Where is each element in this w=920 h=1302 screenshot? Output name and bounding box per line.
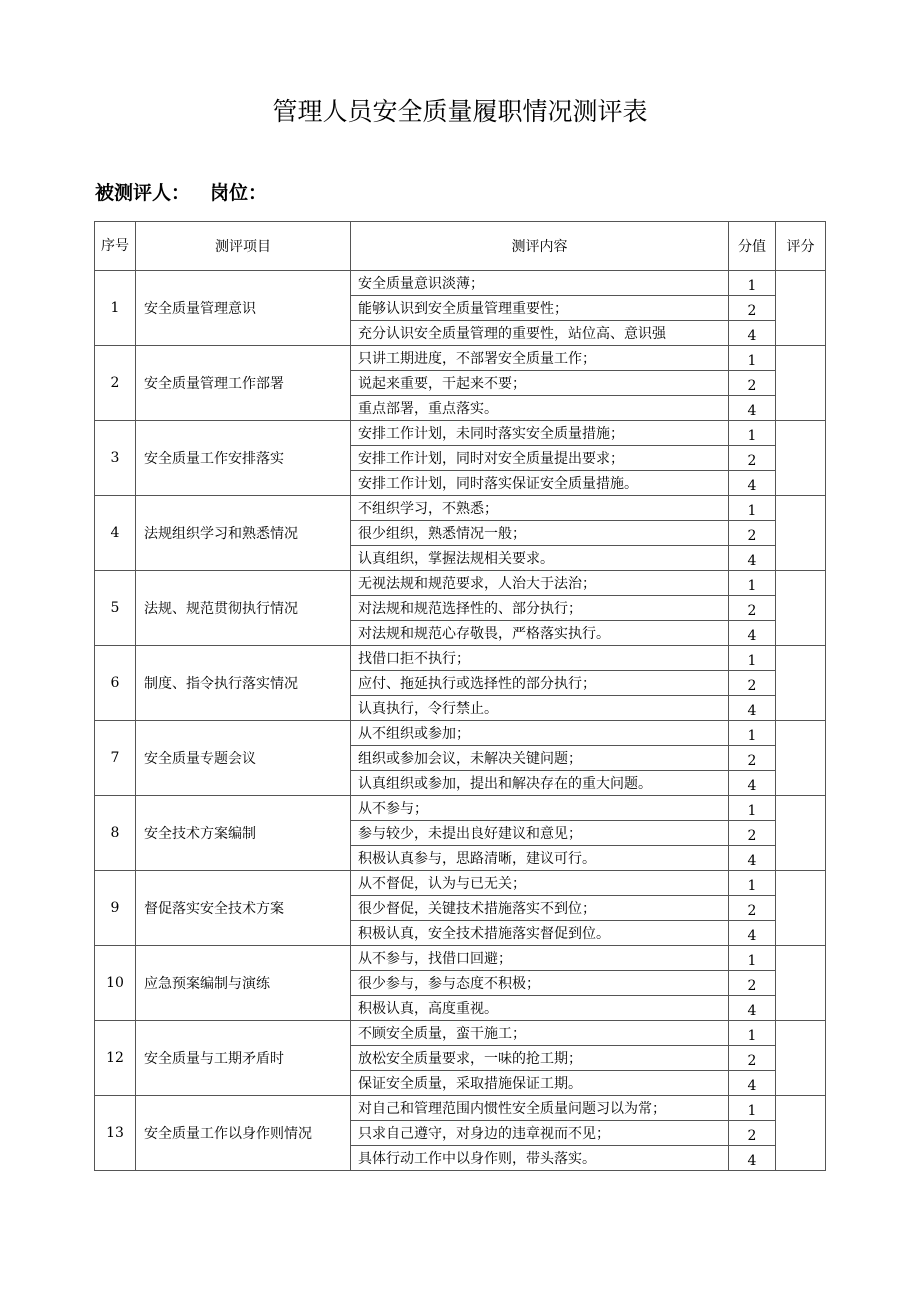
rating-cell[interactable] — [776, 271, 826, 346]
row-number: 3 — [95, 421, 136, 496]
evaluation-item: 安全质量工作安排落实 — [136, 421, 351, 496]
score-value: 1 — [729, 796, 776, 821]
score-value: 2 — [729, 746, 776, 771]
evaluation-content: 积极认真，安全技术措施落实督促到位。 — [351, 921, 729, 946]
header-rating: 评分 — [776, 222, 826, 271]
evaluation-content: 说起来重要，干起来不要； — [351, 371, 729, 396]
evaluation-content: 从不督促，认为与已无关； — [351, 871, 729, 896]
row-number: 7 — [95, 721, 136, 796]
score-value: 4 — [729, 696, 776, 721]
table-row — [95, 271, 826, 296]
evaluation-table — [94, 221, 826, 1171]
rating-cell[interactable] — [776, 1021, 826, 1096]
score-value: 2 — [729, 671, 776, 696]
score-value: 4 — [729, 621, 776, 646]
evaluation-item: 安全质量与工期矛盾时 — [136, 1021, 351, 1096]
row-number: 5 — [95, 571, 136, 646]
position-label: 岗位： — [210, 182, 268, 204]
evaluation-content: 认真组织或参加，提出和解决存在的重大问题。 — [351, 771, 729, 796]
evaluation-content: 对法规和规范心存敬畏，严格落实执行。 — [351, 621, 729, 646]
evaluation-item: 安全质量管理意识 — [136, 271, 351, 346]
rating-cell[interactable] — [776, 496, 826, 571]
evaluation-content: 找借口拒不执行； — [351, 646, 729, 671]
score-value: 4 — [729, 921, 776, 946]
rating-cell[interactable] — [776, 421, 826, 496]
score-value: 1 — [729, 571, 776, 596]
evaluation-content: 具体行动工作中以身作则，带头落实。 — [351, 1146, 729, 1171]
row-number: 6 — [95, 646, 136, 721]
evaluation-content: 保证安全质量，采取措施保证工期。 — [351, 1071, 729, 1096]
evaluation-content: 很少参与，参与态度不积极； — [351, 971, 729, 996]
table-row — [95, 871, 826, 896]
evaluation-content: 无视法规和规范要求，人治大于法治； — [351, 571, 729, 596]
rating-cell[interactable] — [776, 871, 826, 946]
score-value: 4 — [729, 1071, 776, 1096]
evaluation-content: 认真执行，令行禁止。 — [351, 696, 729, 721]
score-value: 1 — [729, 346, 776, 371]
table-header-row — [95, 222, 826, 271]
evaluation-content: 不顾安全质量，蛮干施工； — [351, 1021, 729, 1046]
table-row — [95, 1021, 826, 1046]
page-title: 管理人员安全质量履职情况测评表 — [272, 97, 648, 126]
evaluatee-line — [95, 178, 267, 205]
evaluation-item: 应急预案编制与演练 — [136, 946, 351, 1021]
evaluation-content: 安排工作计划，同时落实保证安全质量措施。 — [351, 471, 729, 496]
score-value: 4 — [729, 471, 776, 496]
score-value: 2 — [729, 296, 776, 321]
evaluation-content: 重点部署，重点落实。 — [351, 396, 729, 421]
evaluation-item: 法规、规范贯彻执行情况 — [136, 571, 351, 646]
evaluation-content: 从不参与，找借口回避； — [351, 946, 729, 971]
evaluation-content: 组织或参加会议，未解决关键问题； — [351, 746, 729, 771]
evaluation-content: 充分认识安全质量管理的重要性，站位高、意识强 — [351, 321, 729, 346]
evaluation-content: 从不组织或参加； — [351, 721, 729, 746]
score-value: 1 — [729, 1096, 776, 1121]
evaluation-item: 督促落实安全技术方案 — [136, 871, 351, 946]
rating-cell[interactable] — [776, 946, 826, 1021]
rating-cell[interactable] — [776, 646, 826, 721]
score-value: 4 — [729, 1146, 776, 1171]
table-row — [95, 946, 826, 971]
score-value: 1 — [729, 646, 776, 671]
score-value: 1 — [729, 871, 776, 896]
header-score: 分值 — [729, 222, 776, 271]
header-no: 序号 — [95, 222, 136, 271]
table-row — [95, 346, 826, 371]
rating-cell[interactable] — [776, 346, 826, 421]
rating-cell[interactable] — [776, 571, 826, 646]
rating-cell[interactable] — [776, 1096, 826, 1171]
evaluation-content: 对法规和规范选择性的、部分执行； — [351, 596, 729, 621]
evaluation-item: 安全技术方案编制 — [136, 796, 351, 871]
score-value: 4 — [729, 396, 776, 421]
score-value: 2 — [729, 1046, 776, 1071]
evaluation-content: 应付、拖延执行或选择性的部分执行； — [351, 671, 729, 696]
score-value: 2 — [729, 596, 776, 621]
evaluation-content: 只讲工期进度，不部署安全质量工作； — [351, 346, 729, 371]
row-number: 1 — [95, 271, 136, 346]
row-number: 12 — [95, 1021, 136, 1096]
score-value: 4 — [729, 321, 776, 346]
table-row — [95, 646, 826, 671]
row-number: 10 — [95, 946, 136, 1021]
evaluation-item: 安全质量专题会议 — [136, 721, 351, 796]
evaluation-content: 认真组织，掌握法规相关要求。 — [351, 546, 729, 571]
evaluation-content: 积极认真参与，思路清晰，建议可行。 — [351, 846, 729, 871]
score-value: 2 — [729, 521, 776, 546]
evaluation-content: 安排工作计划，同时对安全质量提出要求； — [351, 446, 729, 471]
table-row — [95, 571, 826, 596]
row-number: 8 — [95, 796, 136, 871]
table-body — [95, 271, 826, 1171]
evaluation-content: 从不参与； — [351, 796, 729, 821]
evaluation-content: 对自己和管理范围内惯性安全质量问题习以为常； — [351, 1096, 729, 1121]
evaluation-content: 安全质量意识淡薄； — [351, 271, 729, 296]
evaluation-item: 法规组织学习和熟悉情况 — [136, 496, 351, 571]
score-value: 1 — [729, 496, 776, 521]
evaluation-content: 积极认真，高度重视。 — [351, 996, 729, 1021]
row-number: 9 — [95, 871, 136, 946]
score-value: 2 — [729, 1121, 776, 1146]
score-value: 4 — [729, 996, 776, 1021]
score-value: 4 — [729, 546, 776, 571]
score-value: 1 — [729, 271, 776, 296]
table-row — [95, 796, 826, 821]
table-row — [95, 721, 826, 746]
table-row — [95, 1096, 826, 1121]
score-value: 1 — [729, 1021, 776, 1046]
evaluation-content: 只求自己遵守，对身边的违章视而不见； — [351, 1121, 729, 1146]
score-value: 1 — [729, 421, 776, 446]
evaluation-content: 参与较少，未提出良好建议和意见； — [351, 821, 729, 846]
row-number: 4 — [95, 496, 136, 571]
table-row — [95, 496, 826, 521]
score-value: 4 — [729, 771, 776, 796]
evaluation-item: 安全质量工作以身作则情况 — [136, 1096, 351, 1171]
score-value: 2 — [729, 446, 776, 471]
rating-cell[interactable] — [776, 721, 826, 796]
evaluation-item: 制度、指令执行落实情况 — [136, 646, 351, 721]
header-content: 测评内容 — [351, 222, 729, 271]
evaluation-item: 安全质量管理工作部署 — [136, 346, 351, 421]
header-item: 测评项目 — [136, 222, 351, 271]
evaluation-content: 很少组织，熟悉情况一般； — [351, 521, 729, 546]
score-value: 2 — [729, 371, 776, 396]
row-number: 13 — [95, 1096, 136, 1171]
rating-cell[interactable] — [776, 796, 826, 871]
score-value: 2 — [729, 821, 776, 846]
evaluation-content: 不组织学习，不熟悉； — [351, 496, 729, 521]
score-value: 1 — [729, 721, 776, 746]
score-value: 4 — [729, 846, 776, 871]
evaluation-content: 放松安全质量要求，一味的抢工期； — [351, 1046, 729, 1071]
evaluation-content: 很少督促，关键技术措施落实不到位； — [351, 896, 729, 921]
row-number: 2 — [95, 346, 136, 421]
score-value: 1 — [729, 946, 776, 971]
table-row — [95, 421, 826, 446]
evaluatee-label: 被测评人： — [95, 182, 191, 204]
evaluation-content: 能够认识到安全质量管理重要性； — [351, 296, 729, 321]
score-value: 2 — [729, 896, 776, 921]
evaluation-content: 安排工作计划，未同时落实安全质量措施； — [351, 421, 729, 446]
score-value: 2 — [729, 971, 776, 996]
